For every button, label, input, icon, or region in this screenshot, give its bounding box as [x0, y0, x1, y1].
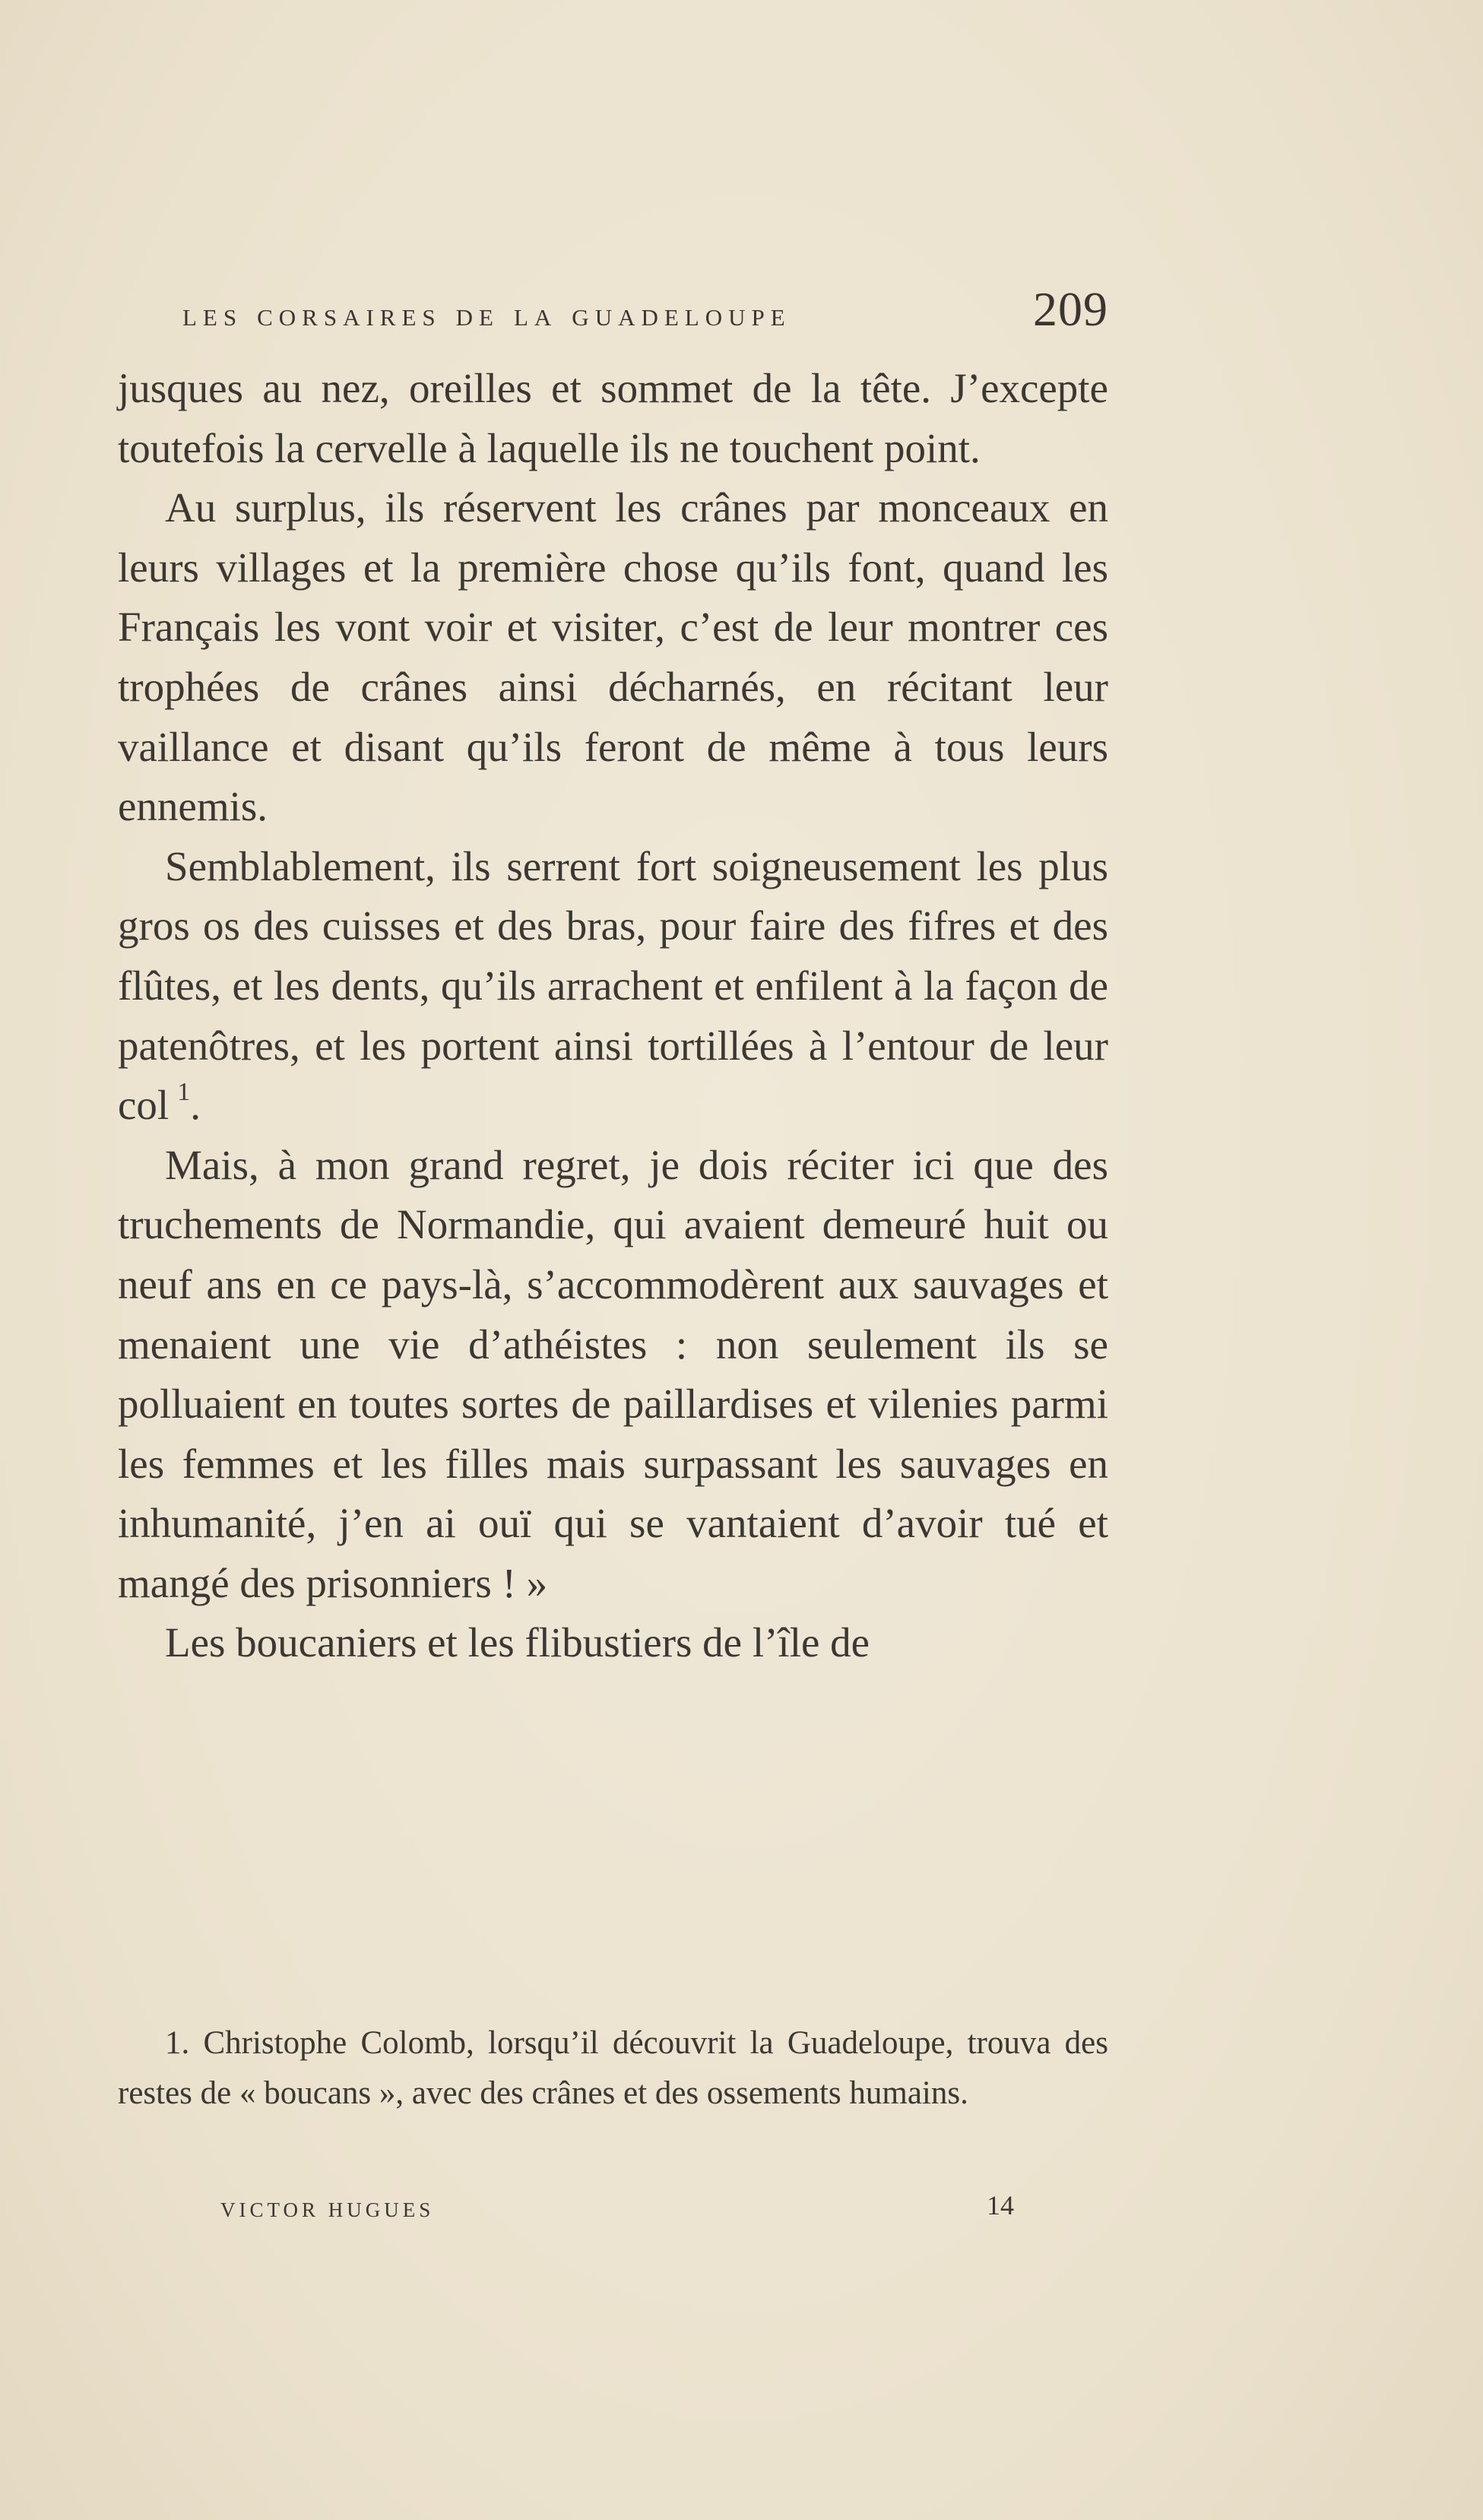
paragraph-text: Semblablement, ils serrent fort soigneusement les plus gros os des cuisses et des bras, pour faire des fifres et des flûtes, et les dents, qu’ils arrachent et enfilent à la façon de patenôtres, et les portent ainsi tortillées à l’entour de leur col [118, 842, 1108, 1129]
body-text [118, 359, 1108, 1673]
signature-mark: VICTOR HUGUES [220, 2198, 435, 2221]
running-head [182, 281, 1108, 334]
footnote: 1. Christophe Colomb, lorsqu’il découvrit la Guadeloupe, trouva des restes de « boucans », avec des crânes et des ossements humains. [118, 2025, 1108, 2111]
sheet-number: 14 [987, 2190, 1014, 2220]
page-number: 209 [1033, 282, 1108, 336]
paragraph-with-footnote-ref [118, 837, 1108, 1136]
paragraph-continues: Les boucaniers et les flibustiers de l’île de [165, 1619, 870, 1666]
footnote-reference: 1 [177, 1077, 191, 1106]
paragraph-continued: jusques au nez, oreilles et sommet de la tête. J’excepte toutefois la cervelle à laquelle ils ne touchent point. [118, 365, 1108, 471]
paragraph: Au surplus, ils réservent les crânes par monceaux en leurs villages et la première chose qu’ils font, quand les Français les vont voir et visiter, c’est de leur montrer ces trophées de crânes ainsi décharnés, en récitant leur vaillance et disant qu’ils feront de même à tous leurs ennemis. [118, 484, 1108, 830]
running-head-title: les corsaires de la guadeloupe [182, 296, 791, 333]
paragraph-end-punctuation: . [190, 1082, 201, 1129]
paragraph: Mais, à mon grand regret, je dois réciter ici que des truchements de Normandie, qui avaient demeuré huit ou neuf ans en ce pays-là, s’accommodèrent aux sauvages et menaient une vie d’athéistes : non seulement ils se polluaient en toutes sortes de paillardises et vilenies parmi les femmes et les filles mais surpassant les sauvages en inhumanité, j’en ai ouï qui se vantaient d’avoir tué et mangé des prisonniers ! » [118, 1141, 1108, 1606]
